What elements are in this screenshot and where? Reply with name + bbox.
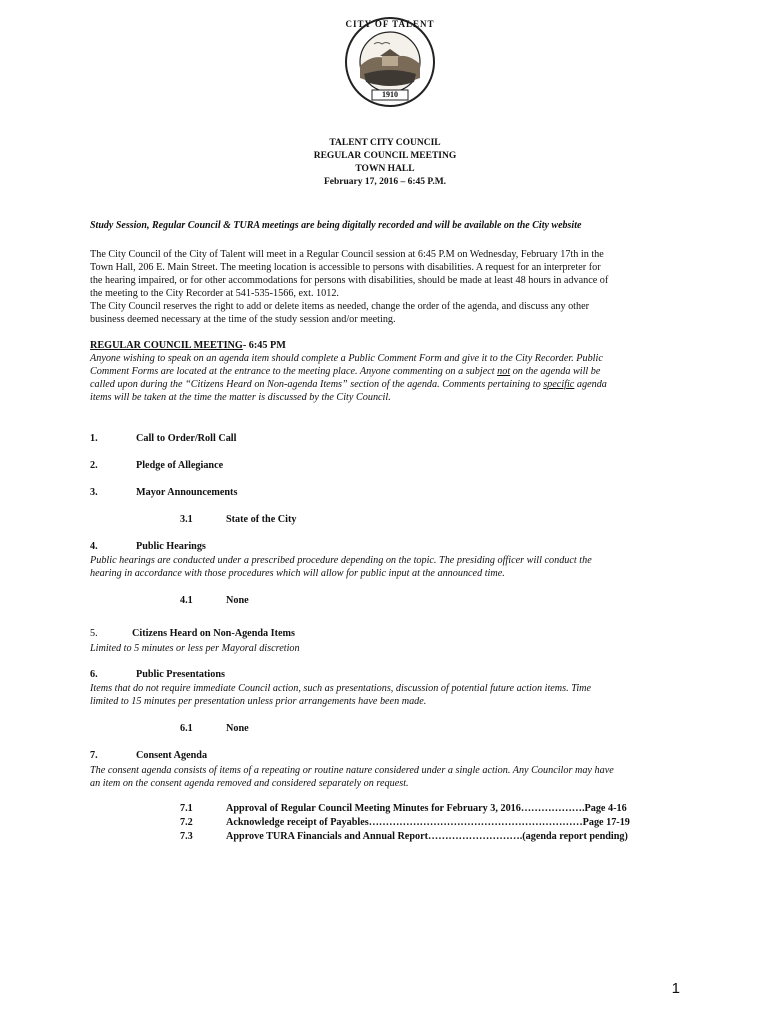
item-label: Citizens Heard on Non-Agenda Items xyxy=(132,628,295,639)
description-line: Items that do not require immediate Council action, such as presentations, discussion of potential future action items. Time xyxy=(90,683,592,694)
page-number: 1 xyxy=(671,980,680,997)
item-label: Mayor Announcements xyxy=(136,487,238,498)
meeting-location: TOWN HALL xyxy=(355,164,415,174)
city-seal-logo xyxy=(344,16,436,108)
item-number: 4. xyxy=(90,541,98,552)
item-number: 2. xyxy=(90,460,98,471)
description-line: Limited to 5 minutes or less per Mayoral discretion xyxy=(90,643,300,654)
seal-year: 1910 xyxy=(382,90,398,99)
item-4-description xyxy=(90,554,690,580)
regular-meeting-time: - 6:45 PM xyxy=(242,340,286,351)
intro-line: business deemed necessary at the time of the study session and/or meeting. xyxy=(90,314,396,325)
description-line: Public hearings are conducted under a prescribed procedure depending on the topic. The presiding officer will conduct the xyxy=(90,555,592,566)
intro-paragraph xyxy=(90,248,690,326)
item-7-description xyxy=(90,764,690,790)
comment-instructions: on the agenda will be xyxy=(510,366,601,377)
subitem-number: 7.1 xyxy=(180,803,193,814)
council-title: TALENT CITY COUNCIL xyxy=(329,138,441,148)
recording-notice: Study Session, Regular Council & TURA meetings are being digitally recorded and will be available on the City website xyxy=(90,220,582,231)
intro-line: Town Hall, 206 E. Main Street. The meeting location is accessible to persons with disabilities. A request for an interpreter for xyxy=(90,262,601,273)
description-line: limited to 15 minutes per presentation unless prior arrangements have been made. xyxy=(90,696,427,707)
item-number: 6. xyxy=(90,669,98,680)
item-label: Public Hearings xyxy=(136,541,206,552)
comment-emphasis-specific: specific xyxy=(543,379,575,390)
item-6-description xyxy=(90,682,690,708)
intro-line: The City Council of the City of Talent will meet in a Regular Council session at 6:45 P.M on Wednesday, February 17th in the xyxy=(90,249,604,260)
description-line: The consent agenda consists of items of a repeating or routine nature considered under a single action. Any Councilor may have xyxy=(90,765,614,776)
subitem-number: 3.1 xyxy=(180,514,193,525)
comment-instructions: items will be taken at the time the matter is discussed by the City Council. xyxy=(90,392,391,403)
subitem-label: None xyxy=(226,723,249,734)
subitem-number: 7.3 xyxy=(180,831,193,842)
meeting-type: REGULAR COUNCIL MEETING xyxy=(313,151,457,161)
item-number: 7. xyxy=(90,750,98,761)
regular-meeting-section xyxy=(90,339,690,404)
subitem-number: 7.2 xyxy=(180,817,193,828)
item-label: Consent Agenda xyxy=(136,750,208,761)
comment-instructions: agenda xyxy=(574,379,607,390)
item-label: Pledge of Allegiance xyxy=(136,460,224,471)
subitem-label: None xyxy=(226,595,249,606)
intro-line: The City Council reserves the right to add or delete items as needed, change the order of the agenda, and discuss any other xyxy=(90,301,590,312)
regular-meeting-heading: REGULAR COUNCIL MEETING xyxy=(90,340,243,351)
subitem-label: Approval of Regular Council Meeting Minutes for February 3, 2016……………….Page 4-16 xyxy=(226,803,627,814)
item-label: Call to Order/Roll Call xyxy=(136,433,237,444)
description-line: an item on the consent agenda removed and considered separately on request. xyxy=(90,778,409,789)
item-5-description xyxy=(90,642,690,655)
subitem-label: Acknowledge receipt of Payables………………………………………………………Page 17-19 xyxy=(226,817,630,828)
subitem-number: 4.1 xyxy=(180,595,193,606)
subitem-number: 6.1 xyxy=(180,723,193,734)
intro-line: the meeting to the City Recorder at 541-535-1566, ext. 1012. xyxy=(90,288,339,299)
description-line: hearing in accordance with those procedures which will allow for public input at the announced time. xyxy=(90,568,505,579)
meeting-date: February 17, 2016 – 6:45 P.M. xyxy=(323,177,447,187)
comment-instructions: Comment Forms are located at the entrance to the meeting place. Anyone commenting on a subject xyxy=(90,366,498,377)
intro-line: the hearing impaired, or for other accommodations for persons with disabilities, should be made at least 48 hours in advance of xyxy=(90,275,609,286)
item-label: Public Presentations xyxy=(136,669,225,680)
item-number: 5. xyxy=(90,628,98,639)
comment-instructions: Anyone wishing to speak on an agenda item should complete a Public Comment Form and give it to the City Recorder. Public xyxy=(90,353,603,364)
subitem-label: State of the City xyxy=(226,514,297,525)
subitem-label: Approve TURA Financials and Annual Report……………………….(agenda report pending) xyxy=(226,831,628,842)
item-number: 3. xyxy=(90,487,98,498)
seal-top-text: CITY OF TALENT xyxy=(345,19,435,29)
comment-emphasis-not: not xyxy=(497,366,511,377)
comment-instructions: called upon during the “Citizens Heard on Non-agenda Items” section of the agenda. Comments pertaining to xyxy=(90,379,544,390)
item-number: 1. xyxy=(90,433,98,444)
